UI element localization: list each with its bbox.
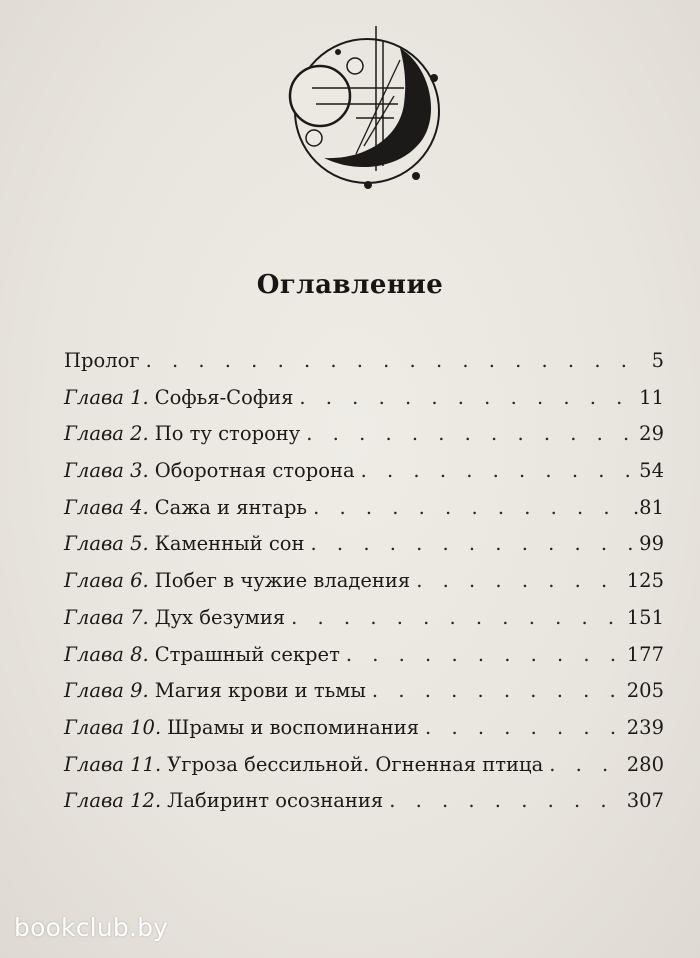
toc-page-number: 280	[626, 752, 664, 776]
dot-leader	[361, 453, 634, 490]
chapter-label: Глава 7.	[64, 605, 149, 629]
chapter-label: Глава 1.	[64, 385, 149, 409]
toc-page-number: 29	[639, 422, 664, 446]
toc-page-number: 307	[626, 789, 664, 813]
chapter-label: Глава 5.	[64, 532, 149, 556]
toc-entry-chapter-3	[64, 453, 664, 490]
dot-leader	[291, 600, 621, 637]
toc-entry-chapter-9	[64, 673, 664, 710]
moon-and-sun-emblem-icon	[282, 26, 452, 196]
chapter-label: Глава 3.	[64, 459, 149, 483]
dot-leader	[299, 380, 633, 417]
toc-page-number: 125	[626, 569, 664, 593]
dot-leader	[146, 343, 646, 380]
toc-page-number: 239	[626, 715, 664, 739]
page-title: Оглавление	[256, 270, 444, 300]
toc-entry-title: Каменный сон	[154, 532, 305, 556]
dot-leader	[389, 783, 621, 820]
toc-entry-title: Шрамы и воспоминания	[167, 715, 420, 739]
dot-leader	[313, 490, 627, 527]
chapter-label: Глава 8.	[64, 642, 149, 666]
toc-entry-chapter-2	[64, 416, 664, 453]
dot-leader	[416, 563, 621, 600]
toc-entry-title: Софья-София	[154, 385, 294, 409]
toc-entry-title: Дух безумия	[154, 605, 286, 629]
toc-entry-chapter-10	[64, 710, 664, 747]
chapter-label: Глава 12.	[64, 789, 162, 813]
toc-page-number: 54	[639, 459, 664, 483]
chapter-label: Глава 11.	[64, 752, 162, 776]
toc-entry-prologue	[64, 343, 664, 380]
toc-entry-chapter-8	[64, 637, 664, 674]
toc-entry-title: Пролог	[64, 349, 140, 372]
toc-page-number: 205	[626, 679, 664, 703]
toc-entry-chapter-5	[64, 526, 664, 563]
toc-entry-title: По ту сторону	[154, 422, 301, 446]
toc-entry-chapter-7	[64, 600, 664, 637]
toc-page-number: 177	[626, 642, 664, 666]
toc-entry-title: Сажа и янтарь	[154, 495, 308, 519]
toc-entry-title: Магия крови и тьмы	[154, 679, 366, 703]
dot-leader	[311, 526, 634, 563]
dot-leader	[549, 747, 621, 784]
toc-page-number: 99	[639, 532, 664, 556]
toc-page-number: 5	[651, 349, 664, 372]
toc-entry-title: Оборотная сторона	[154, 459, 355, 483]
toc-page-number: 151	[626, 605, 664, 629]
toc-entry-chapter-12	[64, 783, 664, 820]
toc-entry-chapter-6	[64, 563, 664, 600]
table-of-contents	[64, 343, 664, 820]
toc-entry-title: Лабиринт осознания	[167, 789, 384, 813]
watermark-text: bookclub.by	[14, 913, 169, 942]
chapter-label: Глава 4.	[64, 495, 149, 519]
toc-entry-chapter-1	[64, 380, 664, 417]
toc-entry-title: Побег в чужие владения	[154, 569, 411, 593]
chapter-label: Глава 10.	[64, 715, 162, 739]
toc-entry-chapter-11	[64, 747, 664, 784]
toc-page-number: 11	[639, 385, 664, 409]
chapter-label: Глава 6.	[64, 569, 149, 593]
dot-leader	[346, 637, 621, 674]
toc-entry-title: Угроза бессильной. Огненная птица	[167, 752, 544, 776]
toc-page-number: .81	[632, 495, 664, 519]
dot-leader	[425, 710, 621, 747]
toc-entry-chapter-4	[64, 490, 664, 527]
chapter-label: Глава 2.	[64, 422, 149, 446]
chapter-label: Глава 9.	[64, 679, 149, 703]
dot-leader	[306, 416, 633, 453]
toc-entry-title: Страшный секрет	[154, 642, 340, 666]
dot-leader	[372, 673, 621, 710]
